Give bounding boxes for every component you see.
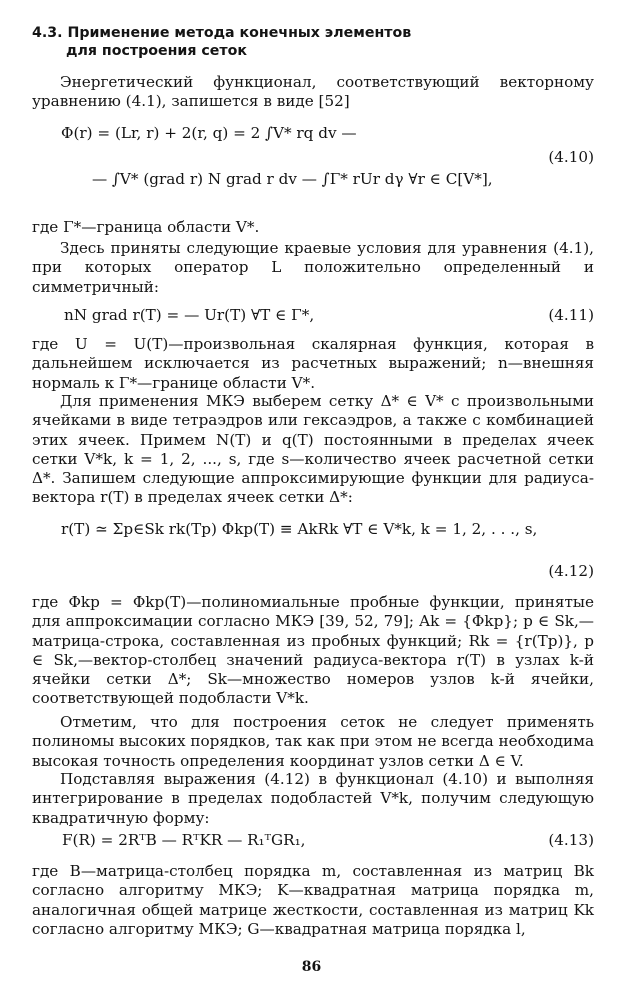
paragraph-substitution: [32, 770, 594, 828]
heading-line-1: 4.3. Применение метода конечных элементов: [32, 25, 412, 41]
equation-4-11-body: nN grad r(T) = — Ur(T) ∀T ∈ Γ*,: [64, 306, 315, 324]
equation-4-13-body: F(R) = 2RᵀB — RᵀKR — R₁ᵀGR₁,: [62, 831, 306, 849]
equation-4-10-line-1-body: Φ(r) = (Lr, r) + 2(r, q) = 2 ∫V* rq dv —: [61, 124, 357, 142]
paragraph-scalar-function: [32, 335, 594, 393]
paragraph-boundary: [32, 218, 594, 237]
section-heading: [32, 24, 594, 60]
paragraph-conditions: [32, 239, 594, 297]
paragraph-polynomial-note: [32, 713, 594, 771]
equation-number-4-10: (4.10): [548, 148, 594, 166]
heading-line-2: для построения сеток: [66, 43, 248, 59]
paragraph-conditions-text: Здесь приняты следующие краевые условия для уравнения (4.1), при которых оператор L положительно определенный и симметричный:: [32, 239, 594, 296]
paragraph-intro-text: Энергетический функционал, соответствующий векторному уравнению (4.1), запишется в виде [52]: [32, 73, 594, 111]
paragraph-mesh-selection: [32, 392, 594, 508]
paragraph-matrices: [32, 862, 594, 939]
paragraph-substitution-text: Подставляя выражения (4.12) в функционал (4.10) и выполняя интегрирование в пределах подобластей V*k, получим следующую квадратичную форму:: [32, 770, 594, 827]
equation-4-10-line-1: [32, 124, 594, 146]
paragraph-trial-functions-text: где Φkp = Φkp(T)—полиномиальные пробные функции, принятые для аппроксимации согласно МКЭ [39, 52, 79]; Ak = {Φkp}; p ∈ Sk,—матрица-строка, составленная из пробных функций; Rk = {r(Tp)}, p ∈ Sk,—вектор-столбец значений радиуса-вектора r(T) в узлах k-й ячейки сетки Δ*; Sk—множество номеров узлов k-й ячейки, соответствующей подобласти V*k.: [32, 593, 594, 708]
equation-number-4-13: (4.13): [548, 831, 594, 849]
paragraph-trial-functions: [32, 593, 594, 709]
paragraph-scalar-function-text: где U = U(T)—произвольная скалярная функция, которая в дальнейшем исключается из расчетных выражений; n—внешняя нормаль к Γ*—границе области V*.: [32, 335, 594, 392]
paragraph-mesh-selection-text: Для применения МКЭ выберем сетку Δ* ∈ V* с произвольными ячейками в виде тетраэдров или гексаэдров, а также с комбинацией этих ячеек. Примем N(T) и q(T) постоянными в пределах ячеек сетки V*k, k = 1, 2, ..., s, где s—количество ячеек расчетной сетки Δ*. Запишем следующие аппроксимирующие функции для радиуса-вектора r(T) в пределах ячеек сетки Δ*:: [32, 392, 594, 507]
equation-4-11: [32, 306, 594, 328]
equation-4-10-line-2: [32, 170, 594, 192]
equation-4-13: [32, 831, 594, 853]
equation-4-12-body: r(T) ≃ Σp∈Sk rk(Tp) Φkp(T) ≡ AkRk ∀T ∈ V*k, k = 1, 2, . . ., s,: [61, 520, 538, 538]
paragraph-intro: [32, 73, 594, 112]
paragraph-matrices-text: где B—матрица-столбец порядка m, составленная из матриц Bk согласно алгоритму МКЭ; K—квадратная матрица порядка m, аналогичная общей матрице жесткости, составленная из матриц Kk согласно алгоритму МКЭ; G—квадратная матрица порядка l,: [32, 862, 594, 938]
paragraph-boundary-text: где Γ*—граница области V*.: [32, 218, 260, 236]
page-number: 86: [301, 959, 322, 975]
equation-4-10-line-2-body: — ∫V* (grad r) N grad r dv — ∫Γ* rUr dγ ∀r ∈ C[V*],: [92, 170, 493, 188]
equation-number-4-11: (4.11): [548, 306, 594, 324]
equation-number-4-12: (4.12): [548, 562, 594, 580]
paragraph-polynomial-note-text: Отметим, что для построения сеток не следует применять полиномы высоких порядков, так как при этом не всегда необходима высокая точность определения координат узлов сетки Δ ∈ V.: [32, 713, 594, 770]
equation-4-12: [32, 520, 594, 542]
